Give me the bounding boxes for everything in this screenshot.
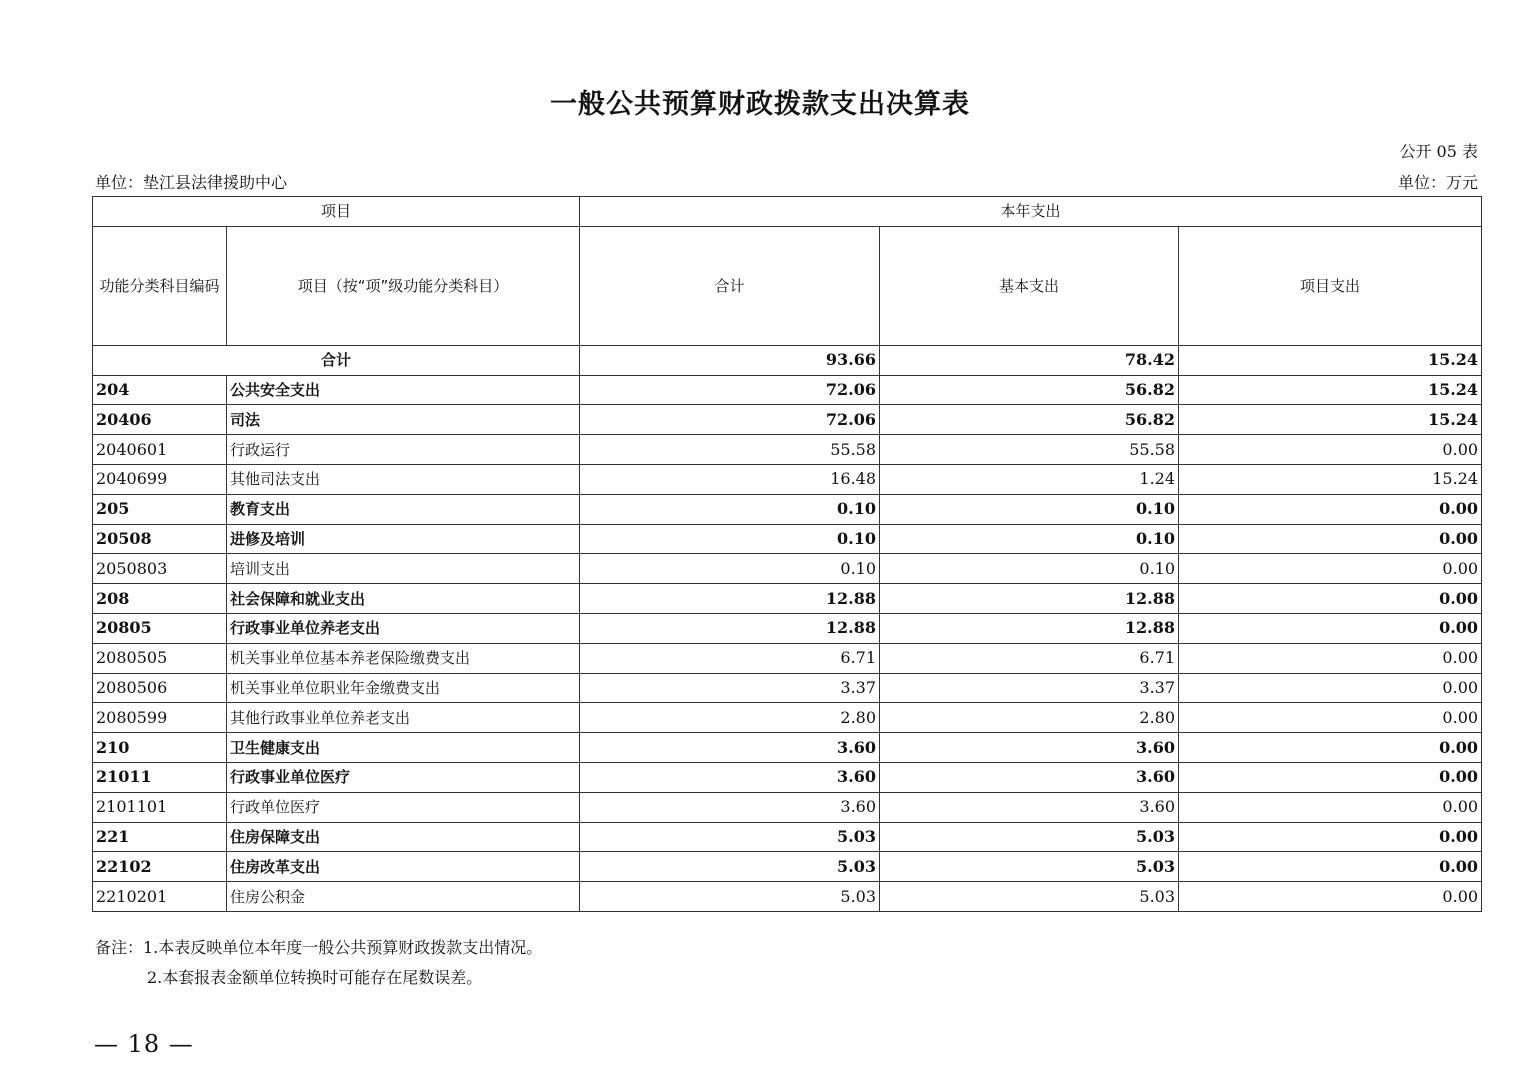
row-total: 3.60 (580, 733, 880, 763)
row-basic: 6.71 (880, 643, 1179, 673)
row-code: 210 (93, 733, 227, 763)
table-row (93, 792, 1482, 822)
table-row (93, 464, 1482, 494)
row-project: 0.00 (1179, 792, 1482, 822)
table-row (93, 375, 1482, 405)
row-total: 0.10 (580, 554, 880, 584)
row-project: 0.00 (1179, 584, 1482, 614)
row-project: 0.00 (1179, 643, 1482, 673)
currency-unit: 单位：万元 (1397, 173, 1478, 192)
row-code: 2040699 (93, 464, 227, 494)
row-basic: 2.80 (880, 703, 1179, 733)
row-total: 0.10 (580, 524, 880, 554)
table-row (93, 852, 1482, 882)
row-project: 0.00 (1179, 613, 1482, 643)
row-code: 205 (93, 494, 227, 524)
row-code: 208 (93, 584, 227, 614)
header-total: 合计 (580, 226, 880, 345)
row-project: 0.00 (1179, 554, 1482, 584)
row-basic: 3.60 (880, 762, 1179, 792)
header-item: 项目（按“项”级功能分类科目） (227, 226, 580, 345)
row-project: 0.00 (1179, 822, 1482, 852)
row-total: 3.37 (580, 673, 880, 703)
row-basic: 5.03 (880, 822, 1179, 852)
row-code: 20508 (93, 524, 227, 554)
row-name: 行政事业单位养老支出 (227, 613, 580, 643)
row-code: 2080506 (93, 673, 227, 703)
row-basic: 5.03 (880, 852, 1179, 882)
row-code: 221 (93, 822, 227, 852)
row-name: 其他行政事业单位养老支出 (227, 703, 580, 733)
row-basic: 55.58 (880, 435, 1179, 465)
table-row (93, 435, 1482, 465)
header-row-2 (93, 226, 1482, 345)
table-row (93, 643, 1482, 673)
row-name: 社会保障和就业支出 (227, 584, 580, 614)
header-current-year: 本年支出 (580, 197, 1482, 227)
note-line-1: 备注：1.本表反映单位本年度一般公共预算财政拨款支出情况。 (95, 938, 543, 957)
row-name: 住房改革支出 (227, 852, 580, 882)
table-row (93, 405, 1482, 435)
row-total: 2.80 (580, 703, 880, 733)
row-code: 204 (93, 375, 227, 405)
row-project: 0.00 (1179, 524, 1482, 554)
notes (95, 933, 542, 993)
row-project: 15.24 (1179, 464, 1482, 494)
total-amount: 93.66 (580, 345, 880, 375)
row-total: 12.88 (580, 613, 880, 643)
row-total: 6.71 (580, 643, 880, 673)
row-total: 72.06 (580, 375, 880, 405)
row-name: 培训支出 (227, 554, 580, 584)
row-total: 3.60 (580, 792, 880, 822)
expenditure-table (92, 196, 1482, 912)
form-number: 公开 05 表 (1399, 142, 1478, 161)
table-row (93, 703, 1482, 733)
row-name: 行政单位医疗 (227, 792, 580, 822)
row-project: 0.00 (1179, 494, 1482, 524)
row-basic: 12.88 (880, 584, 1179, 614)
row-name: 机关事业单位职业年金缴费支出 (227, 673, 580, 703)
row-code: 20805 (93, 613, 227, 643)
header-basic: 基本支出 (880, 226, 1179, 345)
header-project-expenditure: 项目支出 (1179, 226, 1482, 345)
row-basic: 0.10 (880, 494, 1179, 524)
page-number: — 18 — (94, 1030, 194, 1058)
row-total: 5.03 (580, 882, 880, 912)
row-basic: 1.24 (880, 464, 1179, 494)
table-row (93, 554, 1482, 584)
row-name: 进修及培训 (227, 524, 580, 554)
row-basic: 3.60 (880, 792, 1179, 822)
reporting-unit: 单位：垫江县法律援助中心 (95, 173, 288, 192)
row-code: 2080505 (93, 643, 227, 673)
row-code: 2040601 (93, 435, 227, 465)
row-total: 5.03 (580, 822, 880, 852)
row-total: 72.06 (580, 405, 880, 435)
table-row (93, 524, 1482, 554)
table-row (93, 673, 1482, 703)
row-total: 0.10 (580, 494, 880, 524)
row-code: 2050803 (93, 554, 227, 584)
row-name: 其他司法支出 (227, 464, 580, 494)
row-name: 行政运行 (227, 435, 580, 465)
row-project: 0.00 (1179, 882, 1482, 912)
row-code: 2080599 (93, 703, 227, 733)
table-row (93, 882, 1482, 912)
row-project: 0.00 (1179, 762, 1482, 792)
row-basic: 56.82 (880, 375, 1179, 405)
row-project: 0.00 (1179, 733, 1482, 763)
header-row-1 (93, 197, 1482, 227)
row-basic: 0.10 (880, 524, 1179, 554)
row-basic: 12.88 (880, 613, 1179, 643)
row-code: 21011 (93, 762, 227, 792)
row-project: 0.00 (1179, 673, 1482, 703)
table-row (93, 494, 1482, 524)
row-project: 15.24 (1179, 405, 1482, 435)
row-project: 15.24 (1179, 375, 1482, 405)
row-project: 0.00 (1179, 703, 1482, 733)
row-name: 司法 (227, 405, 580, 435)
row-name: 机关事业单位基本养老保险缴费支出 (227, 643, 580, 673)
row-name: 卫生健康支出 (227, 733, 580, 763)
table-row (93, 733, 1482, 763)
note-line-2: 2.本套报表金额单位转换时可能存在尾数误差。 (147, 968, 483, 987)
page-title: 一般公共预算财政拨款支出决算表 (550, 89, 970, 120)
row-code: 20406 (93, 405, 227, 435)
row-project: 0.00 (1179, 852, 1482, 882)
table-row (93, 613, 1482, 643)
total-project: 15.24 (1179, 345, 1482, 375)
row-total: 3.60 (580, 762, 880, 792)
row-name: 住房保障支出 (227, 822, 580, 852)
row-project: 0.00 (1179, 435, 1482, 465)
row-basic: 0.10 (880, 554, 1179, 584)
row-name: 公共安全支出 (227, 375, 580, 405)
total-label: 合计 (93, 345, 580, 375)
row-code: 22102 (93, 852, 227, 882)
row-basic: 56.82 (880, 405, 1179, 435)
row-code: 2210201 (93, 882, 227, 912)
header-project: 项目 (93, 197, 580, 227)
row-total: 12.88 (580, 584, 880, 614)
table-row (93, 822, 1482, 852)
total-basic: 78.42 (880, 345, 1179, 375)
row-basic: 5.03 (880, 882, 1179, 912)
row-code: 2101101 (93, 792, 227, 822)
row-total: 16.48 (580, 464, 880, 494)
row-name: 住房公积金 (227, 882, 580, 912)
row-name: 教育支出 (227, 494, 580, 524)
table-row (93, 584, 1482, 614)
row-name: 行政事业单位医疗 (227, 762, 580, 792)
row-basic: 3.60 (880, 733, 1179, 763)
total-row (93, 345, 1482, 375)
row-basic: 3.37 (880, 673, 1179, 703)
row-total: 55.58 (580, 435, 880, 465)
row-total: 5.03 (580, 852, 880, 882)
table-row (93, 762, 1482, 792)
header-code: 功能分类科目编码 (93, 226, 227, 345)
